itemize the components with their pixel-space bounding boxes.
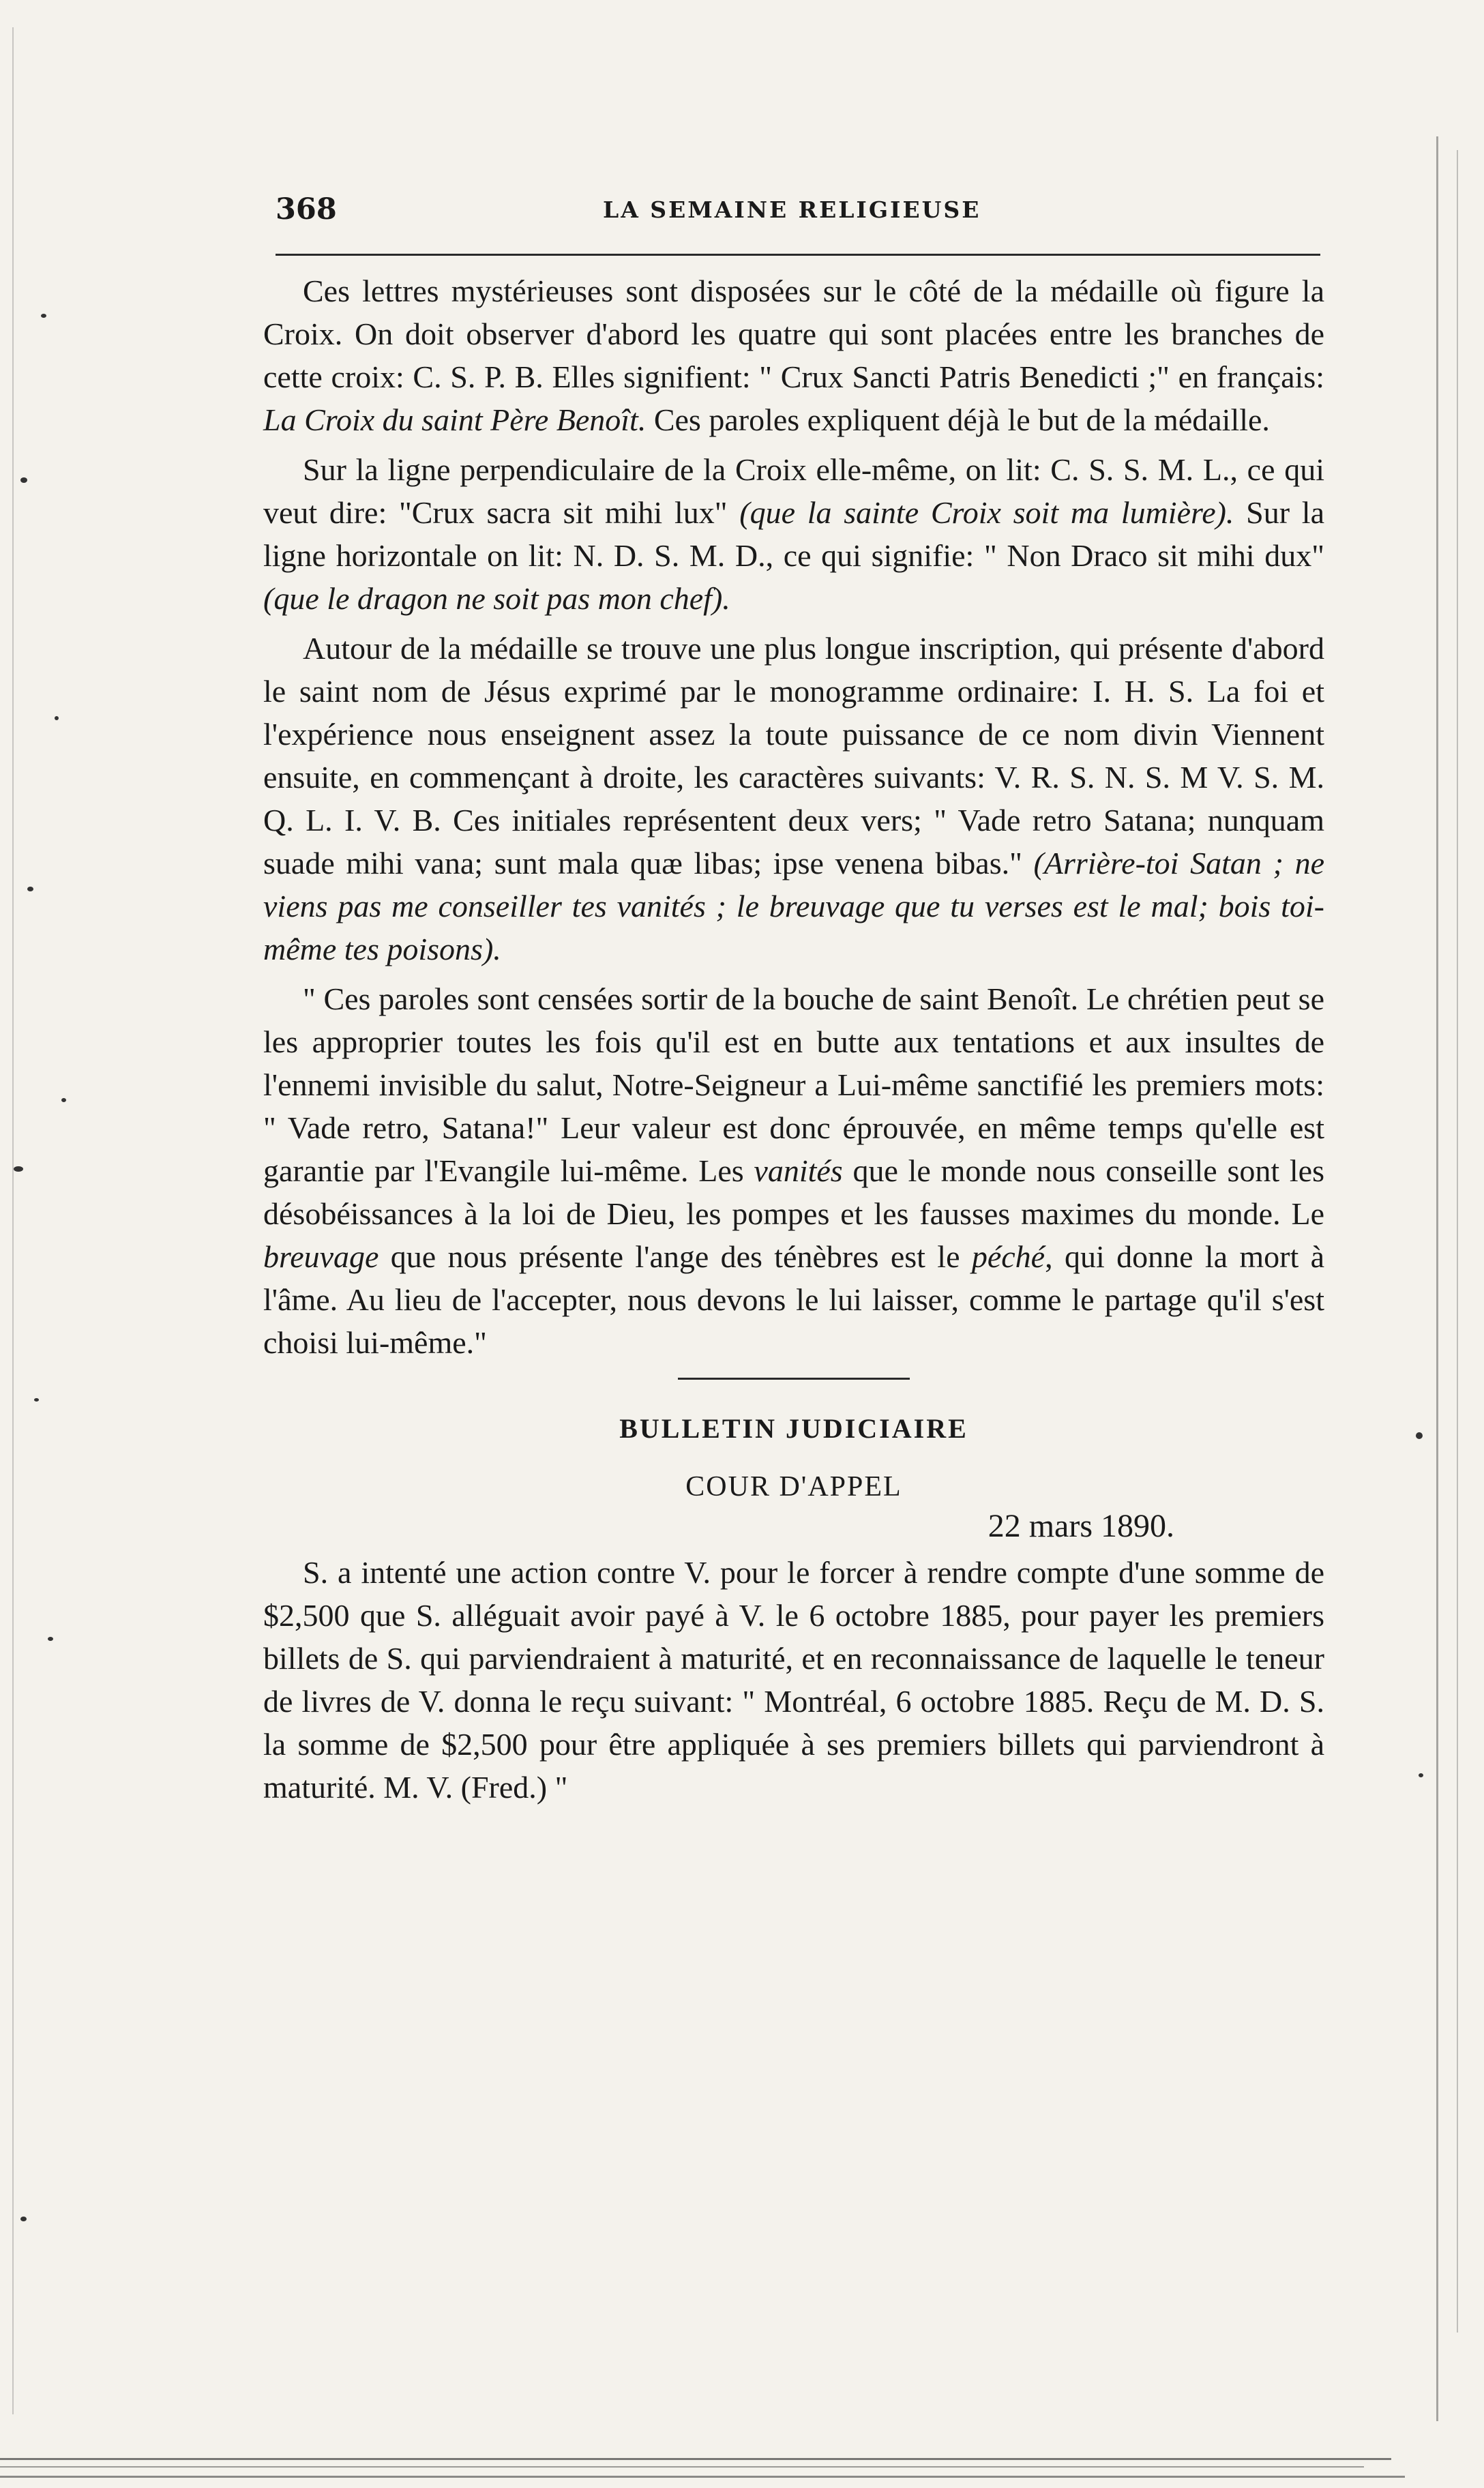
section-divider — [678, 1378, 910, 1380]
text-run: Autour de la médaille se trouve une plus longue inscription, qui présente d'abord le saint nom de Jésus exprimé par le monogramme ordinaire: I. H. S. La foi et l'expérience nous enseignent assez la toute puissance de ce nom divin Viennent ensuite, en commençant à droite, les caractères suivants: V. R. S. N. S. M V. S. M. Q. L. I. V. B. Ces initiales représentent deux vers; " Vade retro Satana; nunquam suade mihi vana; sunt mala quæ libas; ipse venena bibas." — [263, 631, 1324, 880]
text-run: " Ces paroles sont censées sortir de la bouche de saint Benoît. Le chrétien peut se les approprier toutes les fois qu'il est en butte aux tentations et aux insultes de l'ennemi invisible du salut, Notre-Seigneur a Lui-même sanctifié les premiers mots: " Vade retro, Satana!" Leur valeur est donc éprouvée, en même temps qu'elle est garantie par l'Evangile lui-même. Les — [263, 981, 1324, 1188]
header-rule — [276, 254, 1320, 256]
italic-text: (que la sainte Croix soit ma lumière). — [739, 495, 1234, 530]
text-run: que le monde nous conseille sont les désobéissances à la loi de Dieu, les pompes et les fausses maximes du monde. Le — [263, 1153, 1324, 1231]
text-run: Sur la ligne horizontale on lit: N. D. S. M. D., ce qui signifie: " Non Draco sit mihi dux" — [263, 495, 1325, 573]
article-body — [263, 269, 1324, 1816]
left-margin-artifacts — [0, 0, 95, 2488]
running-title: LA SEMAINE RELIGIEUSE — [603, 196, 981, 223]
paragraph-list — [263, 269, 1324, 1364]
italic-text: (que le dragon ne soit pas mon chef). — [263, 581, 730, 616]
italic-text: péché — [971, 1239, 1045, 1274]
right-margin-artifacts — [1409, 0, 1484, 2488]
page-header — [276, 192, 1319, 233]
italic-text: (Arrière-toi Satan ; ne viens pas me conseiller tes vanités ; le breuvage que tu verses est le mal; bois toi-même tes poisons). — [263, 846, 1324, 966]
body-paragraph — [263, 448, 1324, 620]
bulletin-paragraph: S. a intenté une action contre V. pour le forcer à rendre compte d'une somme de $2,500 que S. alléguait avoir payé à V. le 6 octobre 1885, pour payer les premiers billets de S. qui parviendraient à maturité, et en reconnaissance de laquelle le teneur de livres de V. donna le reçu suivant: " Montréal, 6 octobre 1885. Reçu de M. D. S. la somme de $2,500 pour être appliquée à ses premiers billets qui parviendront à maturité. M. V. (Fred.) " — [263, 1555, 1324, 1805]
text-run: Ces paroles expliquent déjà le but de la médaille. — [646, 402, 1270, 437]
italic-text: La Croix du saint Père Benoît. — [263, 402, 647, 437]
dateline: 22 mars 1890. — [988, 1508, 1174, 1544]
body-paragraph — [263, 269, 1324, 441]
section-title: BULLETIN JUDICIAIRE — [619, 1413, 968, 1444]
italic-text: breuvage — [263, 1239, 379, 1274]
page-number: 368 — [276, 192, 337, 226]
text-run: que nous présente l'ange des ténèbres est le — [379, 1239, 972, 1274]
body-paragraph — [263, 977, 1324, 1364]
text-run: Ces lettres mystérieuses sont disposées sur le côté de la médaille où figure la Croix. On doit observer d'abord les quatre qui sont placées entre les branches de cette croix: C. S. P. B. Elles signifient: " Crux Sancti Patris Benedicti ;" en français: — [263, 273, 1324, 394]
court-heading: COUR D'APPEL — [685, 1471, 902, 1502]
italic-text: vanités — [754, 1153, 843, 1188]
text-run: Sur la ligne perpendiculaire de la Croix elle-même, on lit: C. S. S. M. L., ce qui veut dire: "Crux sacra sit mihi lux" — [263, 452, 1324, 530]
bottom-scan-edge — [0, 2455, 1484, 2488]
body-paragraph — [263, 627, 1324, 971]
text-run: , qui donne la mort à l'âme. Au lieu de l'accepter, nous devons le lui laisser, comme le partage qu'il s'est choisi lui-même." — [263, 1239, 1324, 1360]
